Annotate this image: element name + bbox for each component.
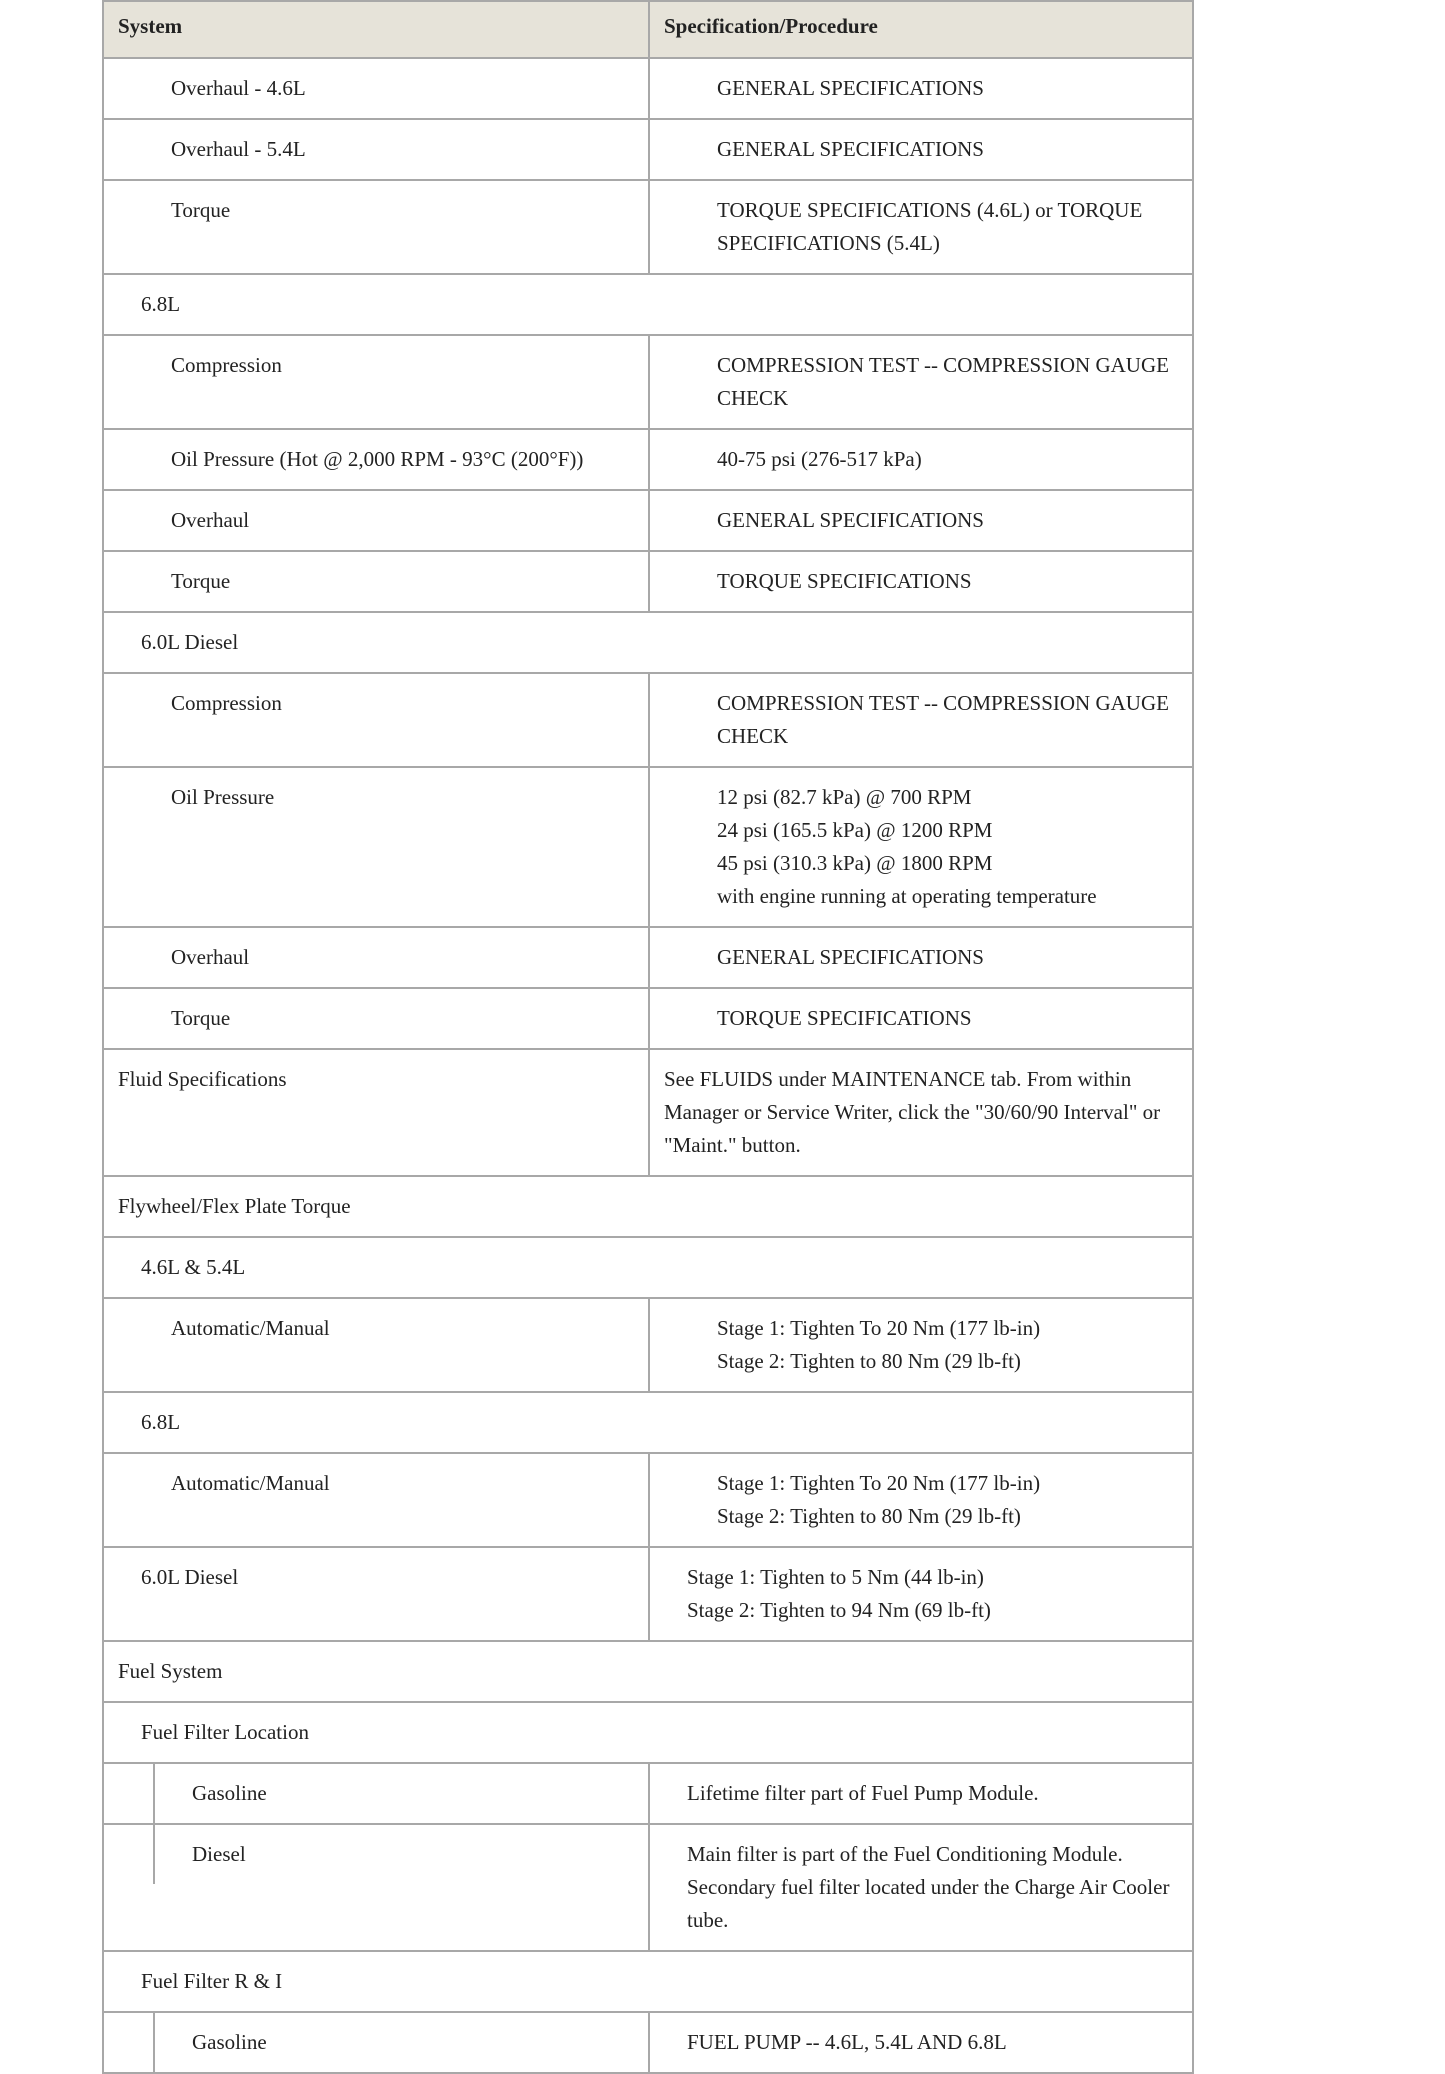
specification-cell — [649, 335, 1193, 429]
specification-line: TORQUE SPECIFICATIONS — [717, 569, 972, 593]
section-row — [103, 1951, 1193, 2012]
specification-line: with engine running at operating temperature — [717, 884, 1097, 908]
specification-line: Lifetime filter part of Fuel Pump Module. — [687, 1781, 1039, 1805]
section-label: 6.8L — [103, 1392, 1193, 1453]
specification-cell — [649, 1824, 1193, 1951]
section-label: 6.0L Diesel — [103, 612, 1193, 673]
system-label: Torque — [103, 551, 649, 612]
table-row — [103, 767, 1193, 927]
section-label: Fuel System — [103, 1641, 1193, 1702]
table-header-row — [103, 1, 1193, 58]
specification-line: 45 psi (310.3 kPa) @ 1800 RPM — [717, 851, 993, 875]
table-row — [103, 1824, 1193, 1951]
specification-line: Stage 1: Tighten to 5 Nm (44 lb-in) — [687, 1565, 984, 1589]
specification-line: Main filter is part of the Fuel Conditioning Module. Secondary fuel filter located under the Charge Air Cooler tube. — [687, 1842, 1170, 1932]
table-row — [103, 335, 1193, 429]
specification-line: 24 psi (165.5 kPa) @ 1200 RPM — [717, 818, 993, 842]
table-row — [103, 490, 1193, 551]
specification-line: 12 psi (82.7 kPa) @ 700 RPM — [717, 785, 972, 809]
table-body — [103, 58, 1193, 2073]
specification-line: GENERAL SPECIFICATIONS — [717, 945, 984, 969]
specification-cell — [649, 1453, 1193, 1547]
system-label: Automatic/Manual — [103, 1298, 649, 1392]
system-label: Torque — [103, 988, 649, 1049]
system-label: 6.0L Diesel — [103, 1547, 649, 1641]
system-label: Overhaul — [103, 927, 649, 988]
table-row — [103, 119, 1193, 180]
section-row — [103, 1392, 1193, 1453]
section-row — [103, 1641, 1193, 1702]
section-row — [103, 1237, 1193, 1298]
specification-line: GENERAL SPECIFICATIONS — [717, 508, 984, 532]
table-row — [103, 58, 1193, 119]
table-row — [103, 988, 1193, 1049]
table-row — [103, 927, 1193, 988]
specification-line: Stage 2: Tighten to 94 Nm (69 lb-ft) — [687, 1598, 991, 1622]
system-label: Torque — [103, 180, 649, 274]
specification-line: FUEL PUMP -- 4.6L, 5.4L AND 6.8L — [687, 2030, 1007, 2054]
section-row — [103, 1176, 1193, 1237]
system-label: Automatic/Manual — [103, 1453, 649, 1547]
specification-line: 40-75 psi (276-517 kPa) — [717, 447, 922, 471]
indent-gutter — [104, 1764, 155, 1823]
system-cell — [103, 1824, 649, 1951]
specification-cell — [649, 1763, 1193, 1824]
system-label: Overhaul — [103, 490, 649, 551]
specification-cell — [649, 58, 1193, 119]
system-label: Fluid Specifications — [103, 1049, 649, 1176]
specification-cell — [649, 119, 1193, 180]
section-label: Flywheel/Flex Plate Torque — [103, 1176, 1193, 1237]
specification-cell — [649, 1298, 1193, 1392]
specification-cell — [649, 927, 1193, 988]
system-label: Oil Pressure — [103, 767, 649, 927]
system-label: Overhaul - 5.4L — [103, 119, 649, 180]
specification-cell — [649, 1547, 1193, 1641]
indent-gutter — [104, 1825, 155, 1884]
specification-line: TORQUE SPECIFICATIONS — [717, 1006, 972, 1030]
table-row — [103, 1298, 1193, 1392]
system-label: Compression — [103, 335, 649, 429]
specification-line: Stage 1: Tighten To 20 Nm (177 lb-in) — [717, 1316, 1041, 1340]
table-row — [103, 2012, 1193, 2073]
specification-line: GENERAL SPECIFICATIONS — [717, 76, 984, 100]
section-label: Fuel Filter R & I — [103, 1951, 1193, 2012]
section-row — [103, 612, 1193, 673]
section-row — [103, 274, 1193, 335]
header-system: System — [103, 1, 649, 58]
specification-cell — [649, 1049, 1193, 1176]
system-cell — [103, 2012, 649, 2073]
table-row — [103, 1453, 1193, 1547]
table-row — [103, 1763, 1193, 1824]
section-label: 4.6L & 5.4L — [103, 1237, 1193, 1298]
system-label: Overhaul - 4.6L — [103, 58, 649, 119]
table-row — [103, 1049, 1193, 1176]
specification-line: COMPRESSION TEST -- COMPRESSION GAUGE CHECK — [717, 353, 1169, 410]
specification-cell — [649, 673, 1193, 767]
section-label: Fuel Filter Location — [103, 1702, 1193, 1763]
specification-cell — [649, 767, 1193, 927]
system-label: Compression — [103, 673, 649, 767]
indent-gutter — [104, 2013, 155, 2072]
specification-cell — [649, 2012, 1193, 2073]
specification-line: COMPRESSION TEST -- COMPRESSION GAUGE CHECK — [717, 691, 1169, 748]
specification-line: Stage 2: Tighten to 80 Nm (29 lb-ft) — [717, 1349, 1021, 1373]
specification-cell — [649, 429, 1193, 490]
specification-cell — [649, 551, 1193, 612]
specification-cell — [649, 180, 1193, 274]
section-row — [103, 1702, 1193, 1763]
table-row — [103, 551, 1193, 612]
specification-line: Stage 1: Tighten To 20 Nm (177 lb-in) — [717, 1471, 1041, 1495]
specification-line: Stage 2: Tighten to 80 Nm (29 lb-ft) — [717, 1504, 1021, 1528]
system-label: Diesel — [192, 1842, 246, 1866]
specification-line: See FLUIDS under MAINTENANCE tab. From within Manager or Service Writer, click the "30/60/90 Interval" or "Maint." button. — [664, 1067, 1161, 1157]
system-cell — [103, 1763, 649, 1824]
system-label: Gasoline — [192, 1781, 267, 1805]
specifications-table — [102, 0, 1194, 2074]
section-label: 6.8L — [103, 274, 1193, 335]
specification-line: GENERAL SPECIFICATIONS — [717, 137, 984, 161]
table-row — [103, 180, 1193, 274]
specification-cell — [649, 490, 1193, 551]
table-row — [103, 673, 1193, 767]
header-specification: Specification/Procedure — [649, 1, 1193, 58]
system-label: Oil Pressure (Hot @ 2,000 RPM - 93°C (200°F)) — [103, 429, 649, 490]
specification-cell — [649, 988, 1193, 1049]
system-label: Gasoline — [192, 2030, 267, 2054]
specification-line: TORQUE SPECIFICATIONS (4.6L) or TORQUE SPECIFICATIONS (5.4L) — [717, 198, 1143, 255]
table-row — [103, 1547, 1193, 1641]
table-row — [103, 429, 1193, 490]
